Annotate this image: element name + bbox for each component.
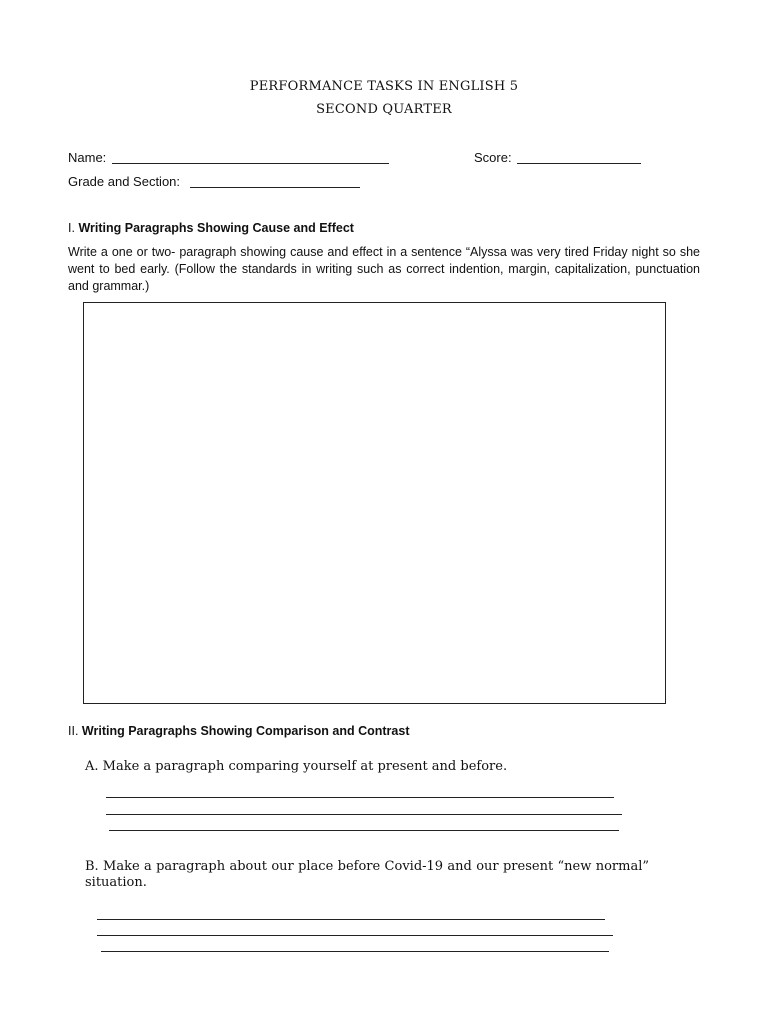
document-subtitle: SECOND QUARTER [316, 102, 452, 117]
name-label: Name: [68, 150, 107, 165]
answer-a-line-3[interactable] [109, 830, 619, 831]
score-field[interactable] [517, 163, 641, 164]
grade-section-label: Grade and Section: [68, 174, 181, 189]
section-1-instructions: Write a one or two- paragraph showing cause and effect in a sentence “Alyssa was very tired Friday night so she went to bed early. (Follow the standards in writing such as correct indention, margin, capitalization, punctuation and grammar.) [68, 245, 700, 293]
answer-b-line-3[interactable] [101, 951, 609, 952]
prompt-b: B. Make a paragraph about our place before Covid-19 and our present “new normal” situation. [85, 859, 649, 890]
cause-effect-answer-box[interactable] [83, 302, 666, 704]
score-label: Score: [474, 150, 512, 165]
name-field[interactable] [112, 163, 389, 164]
section-2-heading [68, 724, 409, 738]
answer-b-line-2[interactable] [97, 935, 613, 936]
prompt-a: A. Make a paragraph comparing yourself at present and before. [85, 759, 508, 774]
section-2-number: II. [68, 724, 79, 738]
section-2-title: Writing Paragraphs Showing Comparison and Contrast [81, 724, 410, 738]
section-1-number: I. [68, 221, 75, 235]
section-1-title: Writing Paragraphs Showing Cause and Effect [78, 221, 354, 235]
section-1-heading [68, 221, 354, 235]
grade-section-field[interactable] [190, 187, 360, 188]
answer-b-line-1[interactable] [97, 919, 605, 920]
answer-a-line-1[interactable] [106, 797, 614, 798]
answer-a-line-2[interactable] [106, 814, 622, 815]
document-title: PERFORMANCE TASKS IN ENGLISH 5 [249, 79, 519, 94]
